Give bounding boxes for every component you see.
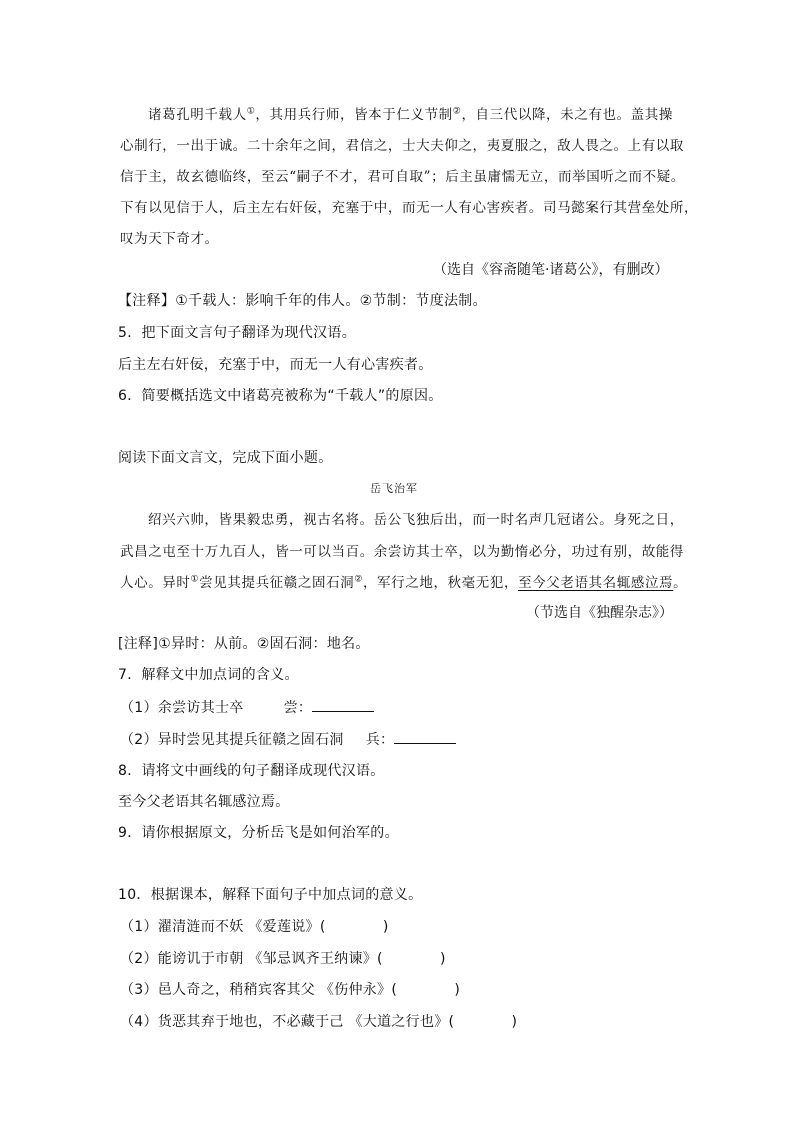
question-8-sentence: 至今父老语其名辄感泣焉。 [118,794,290,810]
passage1-source: （选自《容斋随笔·诸葛公》，有删改） [433,262,669,278]
question-10-item-2: （2）能谤讥于市朝 《邹忌讽齐王纳谏》( ) [120,951,446,967]
passage1-line4: 下有以见信于人，后主左右奸佞，充塞于中，而无一人有心害疾者。司马懿案行其营垒处所， [120,200,699,216]
item-word: 尝： [283,700,313,716]
underlined-sentence: 至今父老语其名辄感泣焉 [518,575,674,591]
passage1-text: ，其用兵行师，皆本于仁义节制 [255,107,453,123]
answer-blank[interactable] [394,731,456,744]
section2-source: （节选自《独醒杂志》） [526,605,673,621]
passage1-text: ，自三代以降，未之有也。盖其操 [461,107,673,123]
question-5-sentence: 后主左右奸佞，充塞于中，而无一人有心害疾者。 [118,357,433,373]
answer-blank[interactable] [312,699,374,712]
passage1-line1 [148,103,673,123]
question-10-item-4: （4）货恶其弃于地也，不必藏于己 《大道之行也》( ) [120,1014,518,1030]
question-10-item-1: （1）濯清涟而不妖 《爱莲说》( ) [120,919,389,935]
section2-title: 岳飞治军 [370,482,418,495]
question-10-item-3: （3）邑人奇之，稍稍宾客其父 《伤仲永》( ) [120,982,461,998]
question-6: 6．简要概括选文中诸葛亮被称为“千载人”的原因。 [118,388,443,404]
question-7-item-1 [120,697,374,717]
item-text: （2）异时尝见其提兵征赣之固石洞 [120,732,344,748]
question-7: 7．解释文中加点词的含义。 [118,667,299,683]
footnote-marker: ① [190,574,200,585]
footnote-marker: ② [354,574,363,585]
question-10: 10．根据课本，解释下面句子中加点词的意义。 [118,887,423,903]
section2-line1: 绍兴六帅，皆果毅忠勇，视古名将。岳公飞独后出，而一时名声几冠诸公。身死之日， [148,512,684,528]
section2-line2: 武昌之屯至十万九百人，皆一可以当百。余尝访其士卒，以为勤惰必分，功过有别，故能得 [120,544,684,560]
passage1-line3: 信于主，故玄德临终，至云“嗣子不才，君可自取”；后主虽庸懦无立，而举国听之而不疑。 [120,169,685,185]
passage1-line2: 心制行，一出于诚。二十余年之间，君信之，士大夫仰之，夷夏服之，敌人畏之。上有以取 [120,138,684,154]
question-9: 9．请你根据原文，分析岳飞是如何治军的。 [118,825,399,841]
item-text: （1）余尝访其士卒 [120,700,244,716]
section2-text: 。 [673,575,688,591]
passage1-line5: 叹为天下奇才。 [120,231,219,247]
question-8: 8．请将文中画线的句子翻译成现代汉语。 [118,763,385,779]
section2-intro: 阅读下面文言文，完成下面小题。 [118,450,333,466]
section2-text: ，军行之地，秋毫无犯， [362,575,519,591]
footnote-marker: ① [246,106,256,117]
passage1-notes: 【注释】①千载人：影响千年的伟人。②节制：节度法制。 [118,293,487,309]
question-5: 5．把下面文言句子翻译为现代汉语。 [118,325,357,341]
item-word: 兵： [365,732,395,748]
section2-line3 [120,571,687,591]
section2-text: 人心。异时 [120,575,191,591]
section2-notes: [注释]①异时：从前。②固石洞：地名。 [118,636,370,652]
footnote-marker: ② [452,106,462,117]
question-7-item-2 [120,729,456,749]
passage1-text: 诸葛孔明千载人 [148,107,247,123]
section2-text: 尝见其提兵征赣之固石洞 [199,575,355,591]
